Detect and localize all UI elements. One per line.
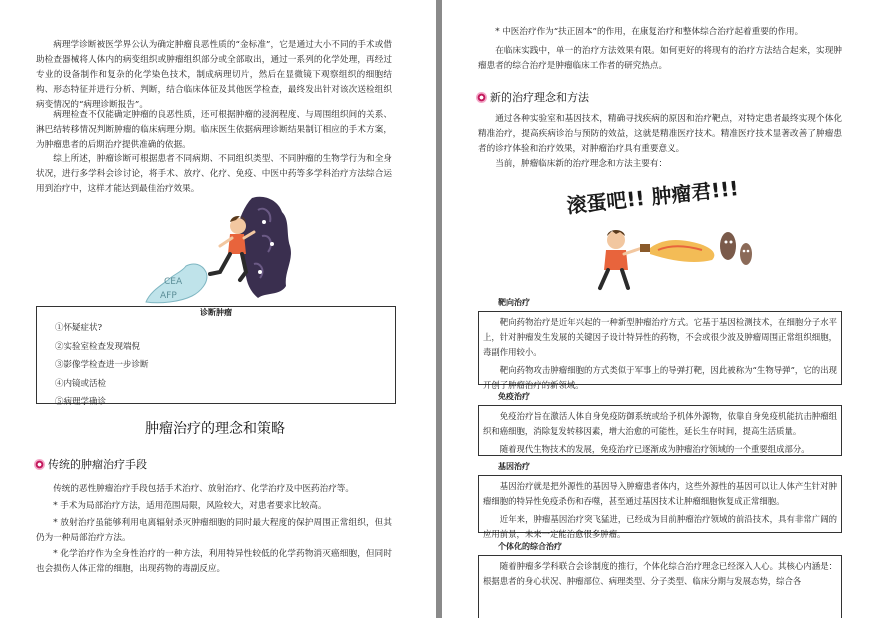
chapter-title: 肿瘤治疗的理念和策略: [145, 421, 285, 437]
cea-label: CEA: [164, 277, 183, 287]
section-title: 新的治疗理念和方法: [490, 91, 589, 104]
afp-label: AFP: [160, 291, 177, 301]
diagnosis-steps-box: [36, 306, 396, 407]
targeted-paragraph: 靶向药物治疗是近年兴起的一种新型肿瘤治疗方式。它基于基因检测技术，在细胞分子水平上，针对肿瘤发生发展的关键因子设计特异性的药物，不会或很少波及肿瘤周围正常组织细胞，毒副作用较小。: [483, 317, 837, 357]
new-concepts-heading: [476, 89, 589, 105]
traditional-intro-paragraph: 传统的恶性肿瘤治疗手段包括手术治疗、放射治疗、化学治疗及中医药治疗等。: [53, 484, 354, 494]
immunotherapy-paragraph: 免疫治疗旨在激活人体自身免疫防御系统或给予机体外源物，依靠自身免疫机能抗击肿瘤组织和癌细胞，消除复发转移因素，增大治愈的可能性，延长生存时间，提高生活质量。: [483, 411, 837, 436]
gene-therapy-paragraph: 基因治疗就是把外源性的基因导入肿瘤患者体内，这些外源性的基因可以让人体产生针对肿瘤细胞的特异性免疫杀伤和吞噬，甚至通过基因技术让肿瘤细胞恢复成正常细胞。: [483, 481, 837, 506]
gene-therapy-box: [478, 475, 842, 539]
diagnosis-step: ①怀疑症状?: [55, 323, 103, 333]
targeted-therapy-heading: 靶向治疗: [498, 298, 530, 307]
personalized-therapy-box: [478, 555, 842, 618]
diagnosis-step: ②实验室检查发现端倪: [55, 341, 141, 352]
immunotherapy-heading: 免疫治疗: [498, 392, 530, 401]
current-methods-paragraph: 当前，肿瘤临床新的治疗理念和方法主要有：: [495, 159, 668, 169]
targeted-therapy-box: [478, 311, 842, 390]
radiotherapy-paragraph: * 放射治疗虽能够利用电离辐射杀灭肿瘤细胞的同时最大程度的保护周围正常组织，但其仍为一种局部治疗方法。: [36, 518, 392, 543]
flower-bullet-icon: [34, 459, 45, 470]
traditional-treatment-heading: [34, 456, 147, 472]
cancer-chase-illustration: [140, 192, 300, 308]
diagnosis-box-title: 诊断肿瘤: [200, 308, 232, 317]
flower-bullet-icon: [476, 92, 487, 103]
section-title: 传统的肿瘤治疗手段: [48, 458, 147, 471]
diagnosis-step: ③影像学检查进一步诊断: [55, 360, 149, 370]
personalized-paragraph: 随着肿瘤多学科联合会诊制度的推行，个体化综合治疗理念已经深入人心。其核心内涵是：根据患者的身心状况、肿瘤部位、病理类型、分子类型、临床分期与发展态势，综合各: [483, 561, 837, 586]
gene-therapy-paragraph: 近年来，肿瘤基因治疗突飞猛进，已经成为目前肿瘤治疗领域的前沿技术，具有非常广阔的应用前景，未来一定能治愈很多肿瘤。: [483, 514, 837, 539]
gene-therapy-heading: 基因治疗: [498, 462, 530, 471]
pathology-staging-paragraph: 病理检查不仅能确定肿瘤的良恶性质，还可根据肿瘤的浸润程度、与周围组织间的关系、淋巴结转移情况判断肿瘤的临床病理分期。临床医生依据病理诊断结果制订相应的手术方案，为肿瘤患者的后期治疗提供准确的依据。: [36, 110, 392, 150]
clinical-practice-paragraph: 在临床实践中，单一的治疗方法效果有限。如何更好的将现有的治疗方法结合起来，实现肿瘤患者的综合治疗是肿瘤临床工作者的研究热点。: [478, 46, 842, 71]
personalized-therapy-heading: 个体化的综合治疗: [498, 542, 562, 551]
right-page: [442, 0, 879, 618]
targeted-paragraph: 靶向药物攻击肿瘤细胞的方式类似于军事上的导弹打靶，因此被称为“生物导弹”，它的出现开创了肿瘤治疗的新领域。: [483, 365, 837, 390]
immunotherapy-paragraph: 随着现代生物技术的发展，免疫治疗已逐渐成为肿瘤治疗领域的一个重要组成部分。: [499, 444, 810, 454]
diagnosis-step: ⑤病理学确诊: [55, 397, 107, 407]
summary-paragraph: 综上所述，肿瘤诊断可根据患者不同病期、不同组织类型、不同肿瘤的生物学行为和全身状况，进行多学科会诊讨论，将手术、放疗、化疗、免疫、中医中药等多学科治疗方法综合运用到治疗中，这样才能达到最佳治疗效果。: [36, 154, 392, 194]
precision-medicine-paragraph: 通过各种实验室和基因技术，精确寻找疾病的原因和治疗靶点，对特定患者最终实现个体化精准治疗，提高疾病诊治与预防的效益，这就是精准医疗技术。精准医疗技术显著改善了肿瘤患者的诊疗体验和治疗效果，对肿瘤治疗具有重要意义。: [478, 114, 842, 154]
surgery-paragraph: * 手术为局部治疗方法，适用范围局限，风险较大，对患者要求比较高。: [53, 501, 327, 511]
illustration-caption: 滚蛋吧!! 肿瘤君!!!: [565, 175, 740, 218]
tcm-paragraph: * 中医治疗作为“扶正固本”的作用，在康复治疗和整体综合治疗起着重要的作用。: [495, 27, 804, 37]
pathology-paragraph: 病理学诊断被医学界公认为确定肿瘤良恶性质的“金标准”，它是通过大小不同的手术或借助检查器械将人体内的病变组织或肿瘤组织部分或全部取出，通过一系列的化学处理，再经过专业的设备制作和复杂的化学染色技术，制成病理切片，然后在显微镜下观察组织的细胞结构、形态特征并进行分析、判断，结合临床体征及其他医学检查，最终发出针对该次送检组织病变情况的“病理诊断报告”。: [36, 40, 392, 110]
chemotherapy-paragraph: * 化学治疗作为全身性治疗的一种方法，利用特异性较低的化学药物消灭癌细胞，但同时也会损伤人体正常的细胞，出现药物的毒副反应。: [36, 549, 392, 574]
fight-tumor-illustration: [562, 174, 762, 294]
immunotherapy-box: [478, 405, 842, 456]
diagnosis-step: ④内镜或活检: [55, 378, 107, 389]
left-page: [0, 0, 436, 618]
